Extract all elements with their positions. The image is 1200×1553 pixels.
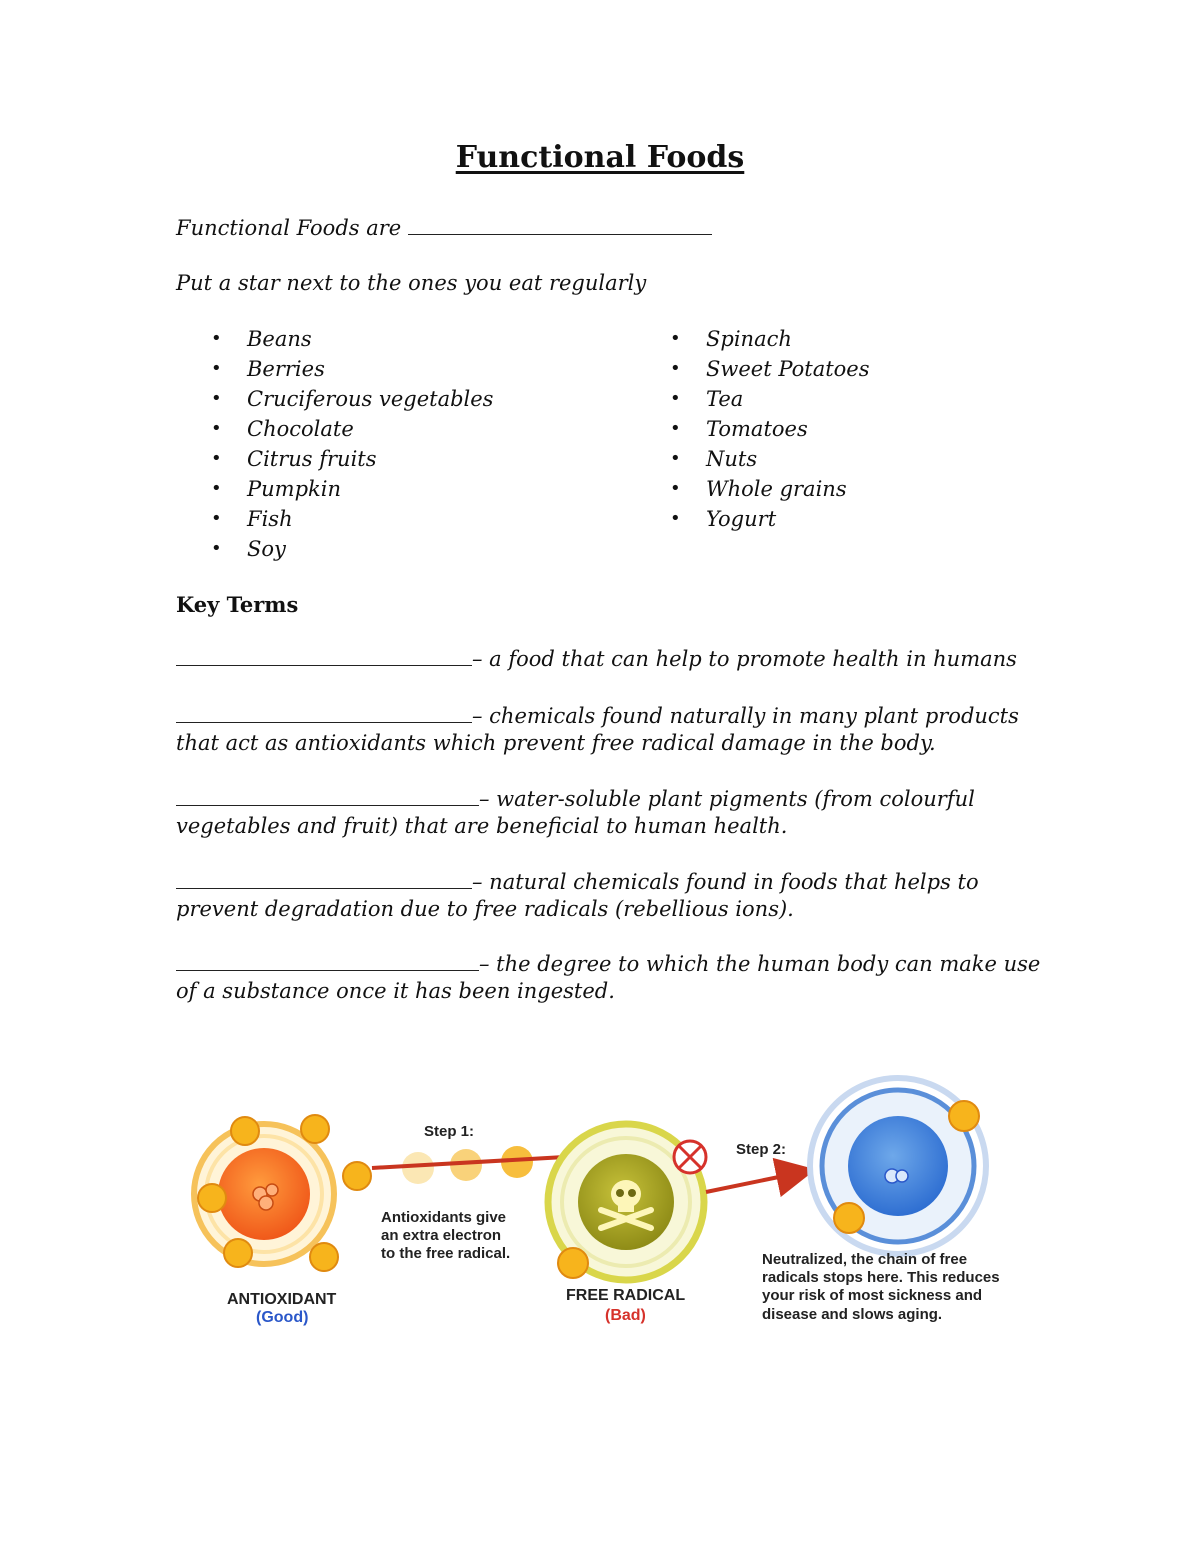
free-radical-label: FREE RADICAL [566, 1287, 686, 1304]
term-blank[interactable] [176, 787, 479, 806]
neutralized-atom [810, 1078, 986, 1254]
list-item: • Yogurt [635, 505, 870, 535]
antioxidant-label: ANTIOXIDANT [227, 1291, 337, 1308]
electron-icon [310, 1243, 338, 1271]
step1-text-line: to the free radical. [381, 1245, 511, 1262]
electron-icon [301, 1115, 329, 1143]
list-item: • Fish [176, 505, 493, 535]
list-item: • Spinach [635, 325, 870, 355]
list-item: • Chocolate [176, 415, 493, 445]
term-blank[interactable] [176, 704, 472, 723]
nucleus-icon [885, 1169, 908, 1183]
step2-text-line: radicals stops here. This reduces [762, 1269, 1000, 1286]
list-item: • Citrus fruits [176, 445, 493, 475]
key-term-4 [176, 869, 1046, 923]
electron-icon [231, 1117, 259, 1145]
key-term-1 [176, 646, 1046, 673]
term-blank[interactable] [176, 870, 472, 889]
food-list-right [635, 325, 870, 535]
electron-icon [834, 1203, 864, 1233]
key-term-2 [176, 703, 1046, 757]
term-definition: – natural chemicals found in foods that helps to prevent degradation due to free radicals (rebellious ions). [176, 870, 979, 921]
term-definition: – the degree to which the human body can make use of a substance once it has been ingested. [176, 952, 1041, 1003]
antioxidant-sub-label: (Good) [256, 1309, 309, 1326]
list-item: • Soy [176, 535, 493, 565]
list-item: • Cruciferous vegetables [176, 385, 493, 415]
food-list-left [176, 325, 493, 565]
term-blank[interactable] [176, 952, 479, 971]
list-item: • Pumpkin [176, 475, 493, 505]
step1-text-line: Antioxidants give [381, 1209, 507, 1226]
term-definition: – a food that can help to promote health in humans [472, 647, 1017, 671]
electron-icon [343, 1162, 371, 1190]
list-item: • Nuts [635, 445, 870, 475]
step2-text-line: Neutralized, the chain of free [762, 1251, 968, 1268]
antioxidant-diagram [176, 1070, 1046, 1340]
instruction-text: Put a star next to the ones you eat regularly [176, 271, 647, 295]
electron-icon [198, 1184, 226, 1212]
list-item: • Tomatoes [635, 415, 870, 445]
step1-title: Step 1: [424, 1123, 475, 1140]
electron-icon [224, 1239, 252, 1267]
list-item: • Berries [176, 355, 493, 385]
list-item: • Tea [635, 385, 870, 415]
prompt-text: Functional Foods are [176, 216, 402, 240]
electron-icon [558, 1248, 588, 1278]
list-item: • Whole grains [635, 475, 870, 505]
key-term-5 [176, 951, 1046, 1005]
term-definition: – chemicals found naturally in many plant products that act as antioxidants which prevent free radical damage in the body. [176, 704, 1019, 755]
term-blank[interactable] [176, 647, 472, 666]
page-title: Functional Foods [455, 140, 745, 175]
list-item: • Sweet Potatoes [635, 355, 870, 385]
cancel-icon [674, 1141, 706, 1173]
electron-icon [949, 1101, 979, 1131]
key-terms-heading: Key Terms [176, 592, 299, 617]
step2-arrow [706, 1171, 808, 1192]
definition-prompt [176, 216, 712, 240]
free-radical-sub-label: (Bad) [605, 1307, 646, 1324]
step2-text-line: disease and slows aging. [762, 1306, 943, 1323]
list-item: • Beans [176, 325, 493, 355]
key-term-3 [176, 786, 1046, 840]
term-definition: – water-soluble plant pigments (from colourful vegetables and fruit) that are beneficial to human health. [176, 787, 975, 838]
answer-blank[interactable] [408, 216, 712, 235]
antioxidant-atom [194, 1115, 371, 1271]
step2-title: Step 2: [736, 1141, 787, 1158]
step2-text-line: your risk of most sickness and [762, 1287, 983, 1304]
step1-text-line: an extra electron [381, 1227, 502, 1244]
